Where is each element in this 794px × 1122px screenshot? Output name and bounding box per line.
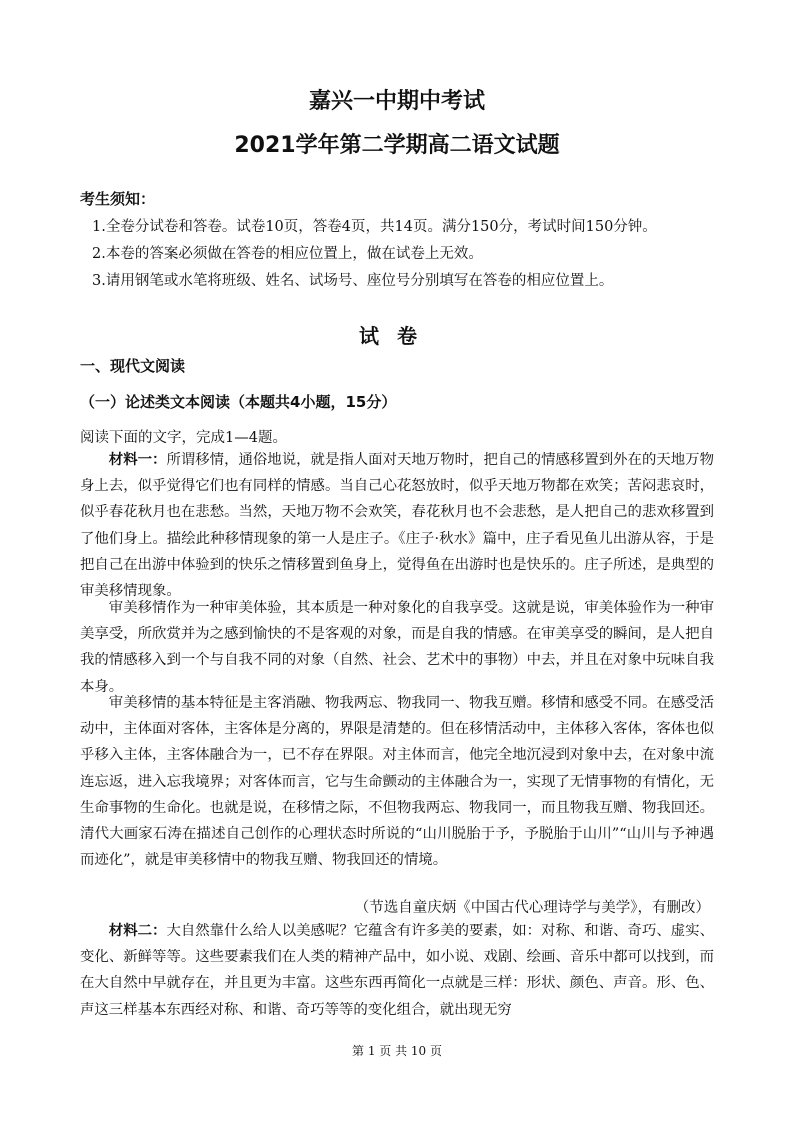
material1-label: 材料一： (108, 452, 167, 468)
material1-source: （节选自童庆炳《中国古代心理诗学与美学》，有删改） (354, 900, 710, 916)
notice-item-3: 3.请用钢笔或水笔将班级、姓名、试场号、座位号分别填写在答卷的相应位置上。 (92, 273, 614, 289)
page-footer: 第 1 页 共 10 页 (352, 1044, 442, 1058)
material2-label: 材料二： (108, 923, 167, 939)
part-heading: 一、现代文阅读 (80, 357, 186, 375)
section-title: 试卷 (359, 324, 435, 348)
material1-text-3: 审美移情的基本特征是主客消融、物我两忘、物我同一、物我互赠。移情和感受不同。在感受活动中，主体面对客体，主客体是分离的，界限是清楚的。但在移情活动中，主体移入客体，客体也似乎移入主体，主客体融合为一，已不存在界限。对主体而言，他完全地沉浸到对象中去，在对象中流连忘返，进入忘我境界；对客体而言，它与生命颤动的主体融合为一，实现了无情事物的有情化，无生命事物的生命化。也就是说，在移情之际，不但物我两忘、物我同一，而且物我互赠、物我回还。清代大画家石涛在描述自己创作的心理状态时所说的“山川脱胎于予，予脱胎于山川”“山川与予神遇而迹化”，就是审美移情中的物我互赠、物我回还的情境。 (80, 695, 714, 869)
exam-subtitle: 2021学年第二学期高二语文试题 (234, 133, 560, 158)
material1-text-1: 所谓移情，通俗地说，就是指人面对天地万物时，把自己的情感移置到外在的天地万物身上去，似乎觉得它们也有同样的情感。当自己心花怒放时，似乎天地万物都在欢笑；苦闷悲哀时，似乎春花秋月也在悲愁。当然，天地万物不会欢笑，春花秋月也不会悲愁，是人把自己的悲欢移置到了他们身上。描绘此种移情现象的第一人是庄子。《庄子·秋水》篇中，庄子看见鱼儿出游从容，于是把自己在出游中体验到的快乐之情移置到鱼身上，觉得鱼在出游时也是快乐的。庄子所述，是典型的审美移情现象。 (80, 452, 714, 600)
material2-paragraph-1 (80, 918, 714, 1023)
notice-item-2: 2.本卷的答案必须做在答卷的相应位置上，做在试卷上无效。 (92, 246, 483, 262)
notice-heading: 考生须知： (80, 190, 156, 208)
reading-instruction: 阅读下面的文字，完成1—4题。 (80, 430, 287, 446)
subsection-heading: （一）论述类文本阅读（本题共4小题，15分） (80, 393, 397, 411)
exam-title: 嘉兴一中期中考试 (308, 89, 485, 114)
material1-paragraph-2 (80, 595, 714, 700)
material1-paragraph-3 (80, 690, 714, 873)
material1-paragraph-1 (80, 447, 714, 604)
material2-text-1: 大自然靠什么给人以美感呢？它蕴含有许多美的要素，如：对称、和谐、奇巧、虚实、变化、新鲜等等。这些要素我们在人类的精神产品中，如小说、戏剧、绘画、音乐中都可以找到，而在大自然中早就存在，并且更为丰富。这些东西再简化一点就是三样：形状、颜色、声音。形、色、声这三样基本东西经对称、和谐、奇巧等等的变化组合，就出现无穷 (80, 923, 714, 1018)
material1-text-2: 审美移情作为一种审美体验，其本质是一种对象化的自我享受。这就是说，审美体验作为一种审美享受，所欣赏并为之感到愉快的不是客观的对象，而是自我的情感。在审美享受的瞬间，是人把自我的情感移入到一个与自我不同的对象（自然、社会、艺术中的事物）中去，并且在对象中玩味自我本身。 (80, 600, 714, 695)
notice-item-1: 1.全卷分试卷和答卷。试卷10页，答卷4页，共14页。满分150分，考试时间150分钟。 (92, 219, 657, 235)
